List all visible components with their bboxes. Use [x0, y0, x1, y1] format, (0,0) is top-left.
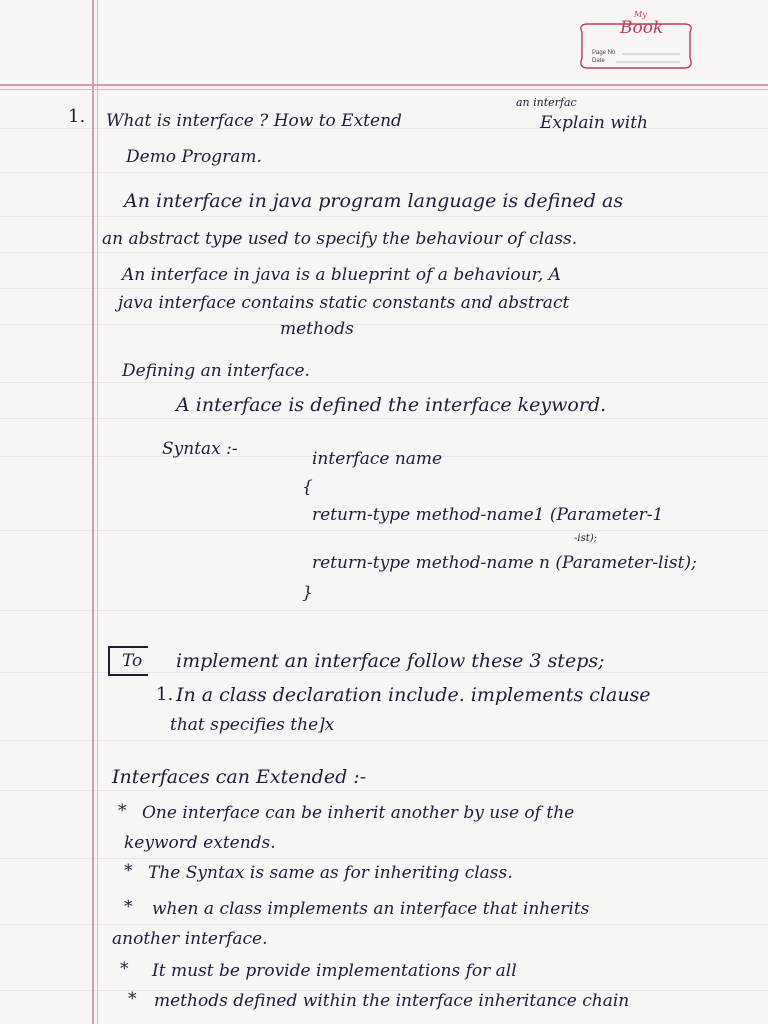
- definition-line2: an abstract type used to specify the behaviour of class.: [102, 229, 578, 249]
- definition-line5: methods: [280, 319, 354, 339]
- struck-line2: In a class declaration include. implements clause: [176, 684, 651, 706]
- ruled-line: [0, 172, 768, 173]
- extended-bullet3-line2: another interface.: [112, 929, 268, 949]
- definition-line4: java interface contains static constants and abstract: [118, 293, 570, 313]
- extended-bullet5: methods defined within the interface inheritance chain: [154, 991, 630, 1011]
- extended-bullet1-line1: One interface can be inherit another by use of the: [142, 803, 575, 823]
- ruled-line: [0, 216, 768, 217]
- question-line1: What is interface ? How to Extend: [106, 111, 402, 131]
- logo-brand-prefix: My: [634, 10, 647, 19]
- defining-heading: Defining an interface.: [122, 361, 310, 381]
- extended-bullet4: It must be provide implementations for all: [152, 961, 517, 981]
- margin-line: [92, 0, 94, 1024]
- struck-line1: implement an interface follow these 3 steps;: [176, 650, 605, 672]
- ruled-line: [0, 252, 768, 253]
- ruled-line: [0, 740, 768, 741]
- code-line1: interface name: [312, 449, 443, 469]
- bullet-1-icon: *: [118, 801, 127, 821]
- code-line5: }: [302, 583, 313, 603]
- struck-line2-number: 1.: [156, 684, 174, 705]
- bullet-4-icon: *: [120, 959, 129, 979]
- extended-heading: Interfaces can Extended :-: [112, 766, 367, 788]
- syntax-label: Syntax :-: [162, 439, 238, 459]
- code-line4: return-type method-name n (Parameter-list);: [312, 553, 697, 573]
- definition-line3: An interface in java is a blueprint of a behaviour, A: [122, 265, 561, 285]
- date-label: Date: [592, 58, 605, 64]
- margin-line-inner: [97, 0, 98, 1024]
- code-line2: {: [302, 477, 313, 497]
- bullet-3-icon: *: [124, 897, 133, 917]
- bullet-5-icon: *: [128, 989, 137, 1009]
- defining-line1: A interface is defined the interface keyword.: [176, 394, 607, 416]
- ruled-line: [0, 530, 768, 531]
- code-line3: return-type method-name1 (Parameter-1: [312, 505, 664, 525]
- extended-bullet2: The Syntax is same as for inheriting class.: [148, 863, 513, 883]
- question-line1-end: Explain with: [540, 113, 649, 133]
- logo-brand: Book: [620, 18, 664, 38]
- ruled-line: [0, 924, 768, 925]
- ruled-line: [0, 610, 768, 611]
- question-line2: Demo Program.: [126, 147, 262, 167]
- ruled-line: [0, 288, 768, 289]
- definition-line1: An interface in java program language is defined as: [124, 190, 624, 212]
- notebook-logo: [576, 10, 696, 72]
- extended-bullet3-line1: when a class implements an interface that inherits: [152, 899, 590, 919]
- header-line: [0, 84, 768, 86]
- code-line3-cont: -ist);: [574, 533, 597, 544]
- ruled-line: [0, 418, 768, 419]
- header-line-inner: [0, 89, 768, 90]
- ruled-line: [0, 324, 768, 325]
- ruled-line: [0, 382, 768, 383]
- ruled-line: [0, 790, 768, 791]
- page-no-label: Page No: [592, 50, 616, 56]
- ruled-line: [0, 858, 768, 859]
- extended-bullet1-line2: keyword extends.: [124, 833, 276, 853]
- struck-line3: that specifies the]x: [170, 715, 335, 735]
- struck-to: To: [122, 651, 143, 671]
- question-number: 1.: [68, 106, 86, 127]
- bullet-2-icon: *: [124, 861, 133, 881]
- question-insert: an interfac: [516, 96, 577, 109]
